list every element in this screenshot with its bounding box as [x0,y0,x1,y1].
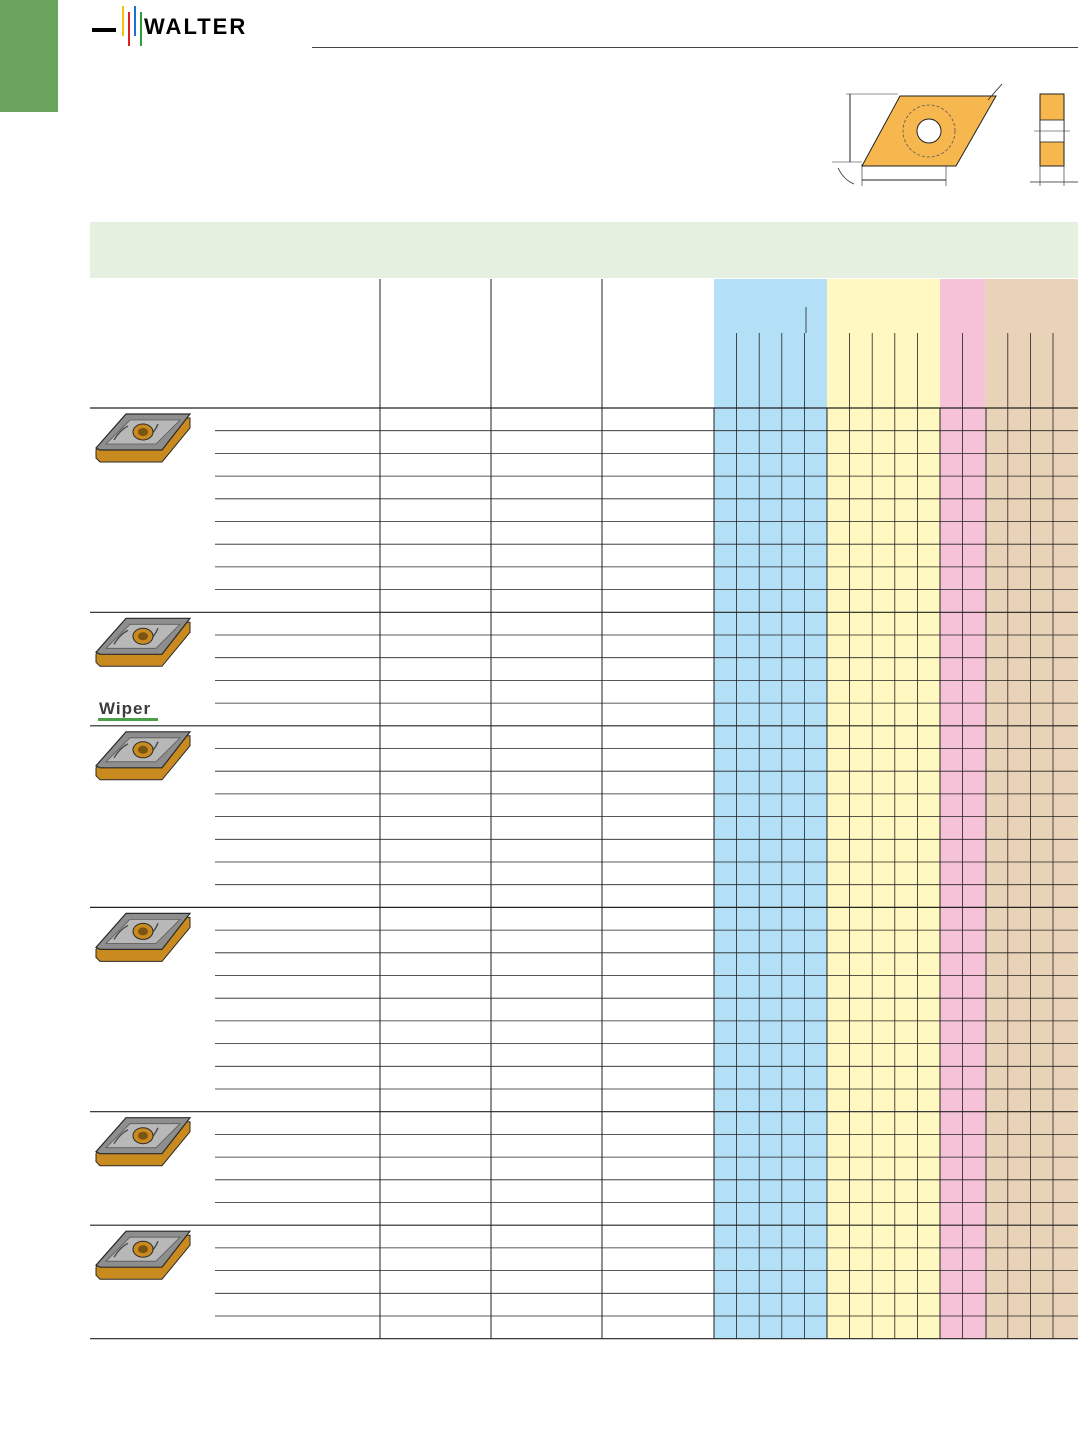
diamond-insert-icon [96,913,190,961]
wiper-badge-underline [98,718,158,721]
logo-wordmark: WALTER [144,14,248,39]
wiper-badge: Wiper [99,699,152,718]
diamond-insert-icon [96,1231,190,1279]
diamond-insert-icon [96,732,190,780]
diamond-insert-wiper-icon [96,618,190,666]
diamond-insert-icon [96,1118,190,1166]
diamond-insert-icon [96,414,190,462]
